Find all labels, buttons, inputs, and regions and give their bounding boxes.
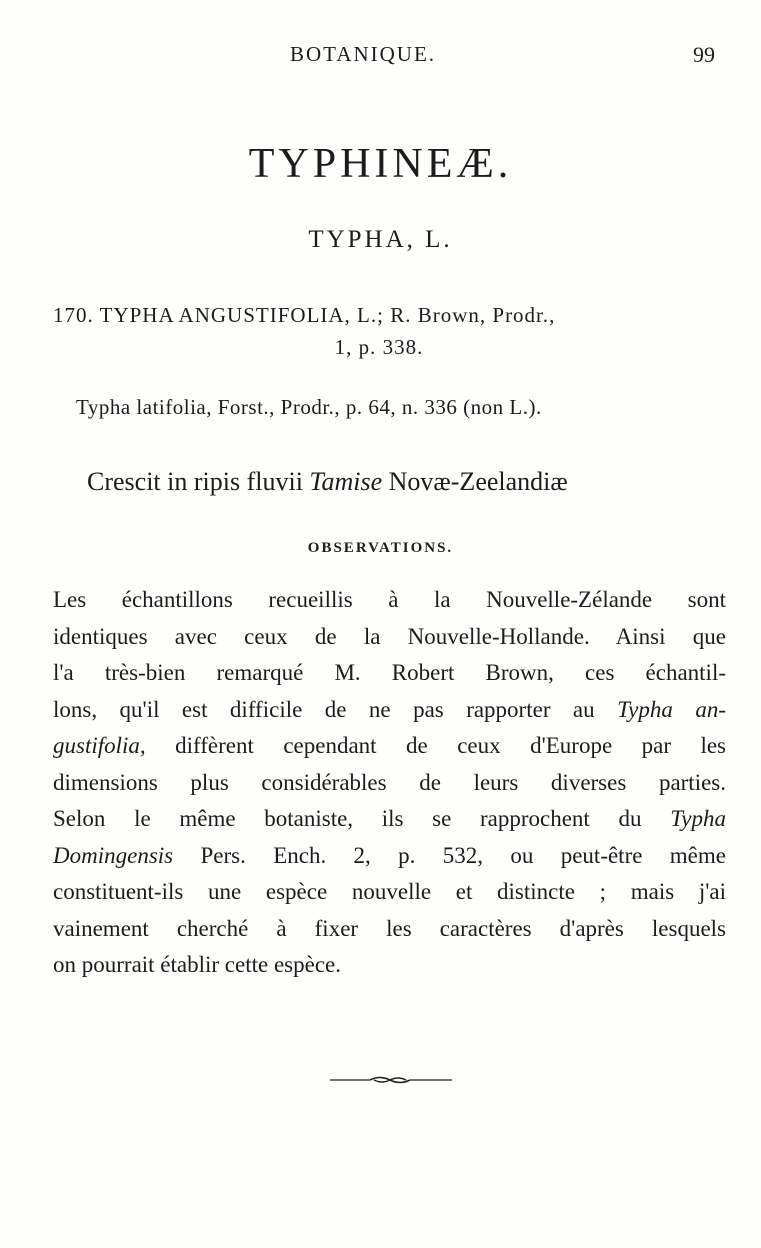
page-number: 99 — [693, 42, 715, 67]
observations-heading: OBSERVATIONS. — [307, 540, 454, 556]
observation-line — [53, 911, 726, 948]
observation-line — [53, 728, 726, 765]
observation-text: l'a très-bien remarqué M. Robert Brown, ces échantil- — [53, 660, 726, 685]
observation-text: diffèrent cependant de ceux d'Europe par les — [145, 733, 726, 758]
observation-line — [53, 947, 726, 984]
observation-text: vainement cherché à fixer les caractères d'après lesquels — [53, 915, 726, 941]
observation-text: on pourrait établir cette espèce. — [53, 952, 341, 977]
family-title: TYPHINEÆ. — [248, 141, 513, 187]
observation-text: Les échantillons recueillis à la Nouvelle-Zélande sont — [53, 587, 726, 612]
observation-italic-text: Typha — [670, 806, 726, 831]
species-name-line — [53, 299, 725, 331]
observation-text: constituent-ils une espèce nouvelle et distincte ; mais j'ai — [53, 879, 726, 904]
observation-line — [53, 801, 726, 838]
species-number: 170. — [53, 303, 94, 327]
observation-text: dimensions plus considérables de leurs diverses parties. — [53, 769, 726, 795]
observation-italic-text: Domingensis — [53, 842, 174, 868]
genus-title: TYPHA, L. — [308, 226, 453, 253]
observation-italic-text: Typha an- — [617, 696, 726, 722]
observation-line — [53, 619, 726, 656]
synonym-line: Typha latifolia, Forst., Prodr., p. 64, n. 336 (non L.). — [76, 395, 542, 419]
observation-line — [53, 582, 726, 619]
habitat-river-name: Tamise — [309, 467, 383, 496]
observation-line — [53, 838, 726, 875]
ornament-divider-icon — [330, 1072, 452, 1088]
observation-line — [53, 692, 726, 729]
observation-line — [53, 655, 726, 692]
observation-italic-text: gustifolia, — [53, 733, 146, 758]
habitat-text: Crescit in ripis fluvii — [87, 467, 310, 496]
observation-text: Pers. Ench. 2, p. 532, ou peut-être même — [173, 842, 726, 868]
observation-line — [53, 874, 726, 911]
observation-line — [53, 765, 726, 802]
species-reference: 1, p. 338. — [334, 335, 424, 359]
running-title: BOTANIQUE. — [290, 42, 437, 66]
observation-text: lons, qu'il est difficile de ne pas rapporter au — [53, 696, 618, 722]
observation-text: identiques avec ceux de la Nouvelle-Hollande. Ainsi que — [53, 623, 726, 649]
observations-paragraph — [53, 582, 726, 984]
species-entry — [53, 299, 725, 363]
habitat-line — [87, 467, 568, 497]
running-head — [0, 42, 761, 72]
observation-text: Selon le même botaniste, ils se rapprochent du — [53, 806, 671, 831]
habitat-place: Novæ-Zeelandiæ — [382, 467, 568, 496]
species-name: TYPHA ANGUSTIFOLIA, L.; R. Brown, Prodr., — [99, 303, 556, 327]
